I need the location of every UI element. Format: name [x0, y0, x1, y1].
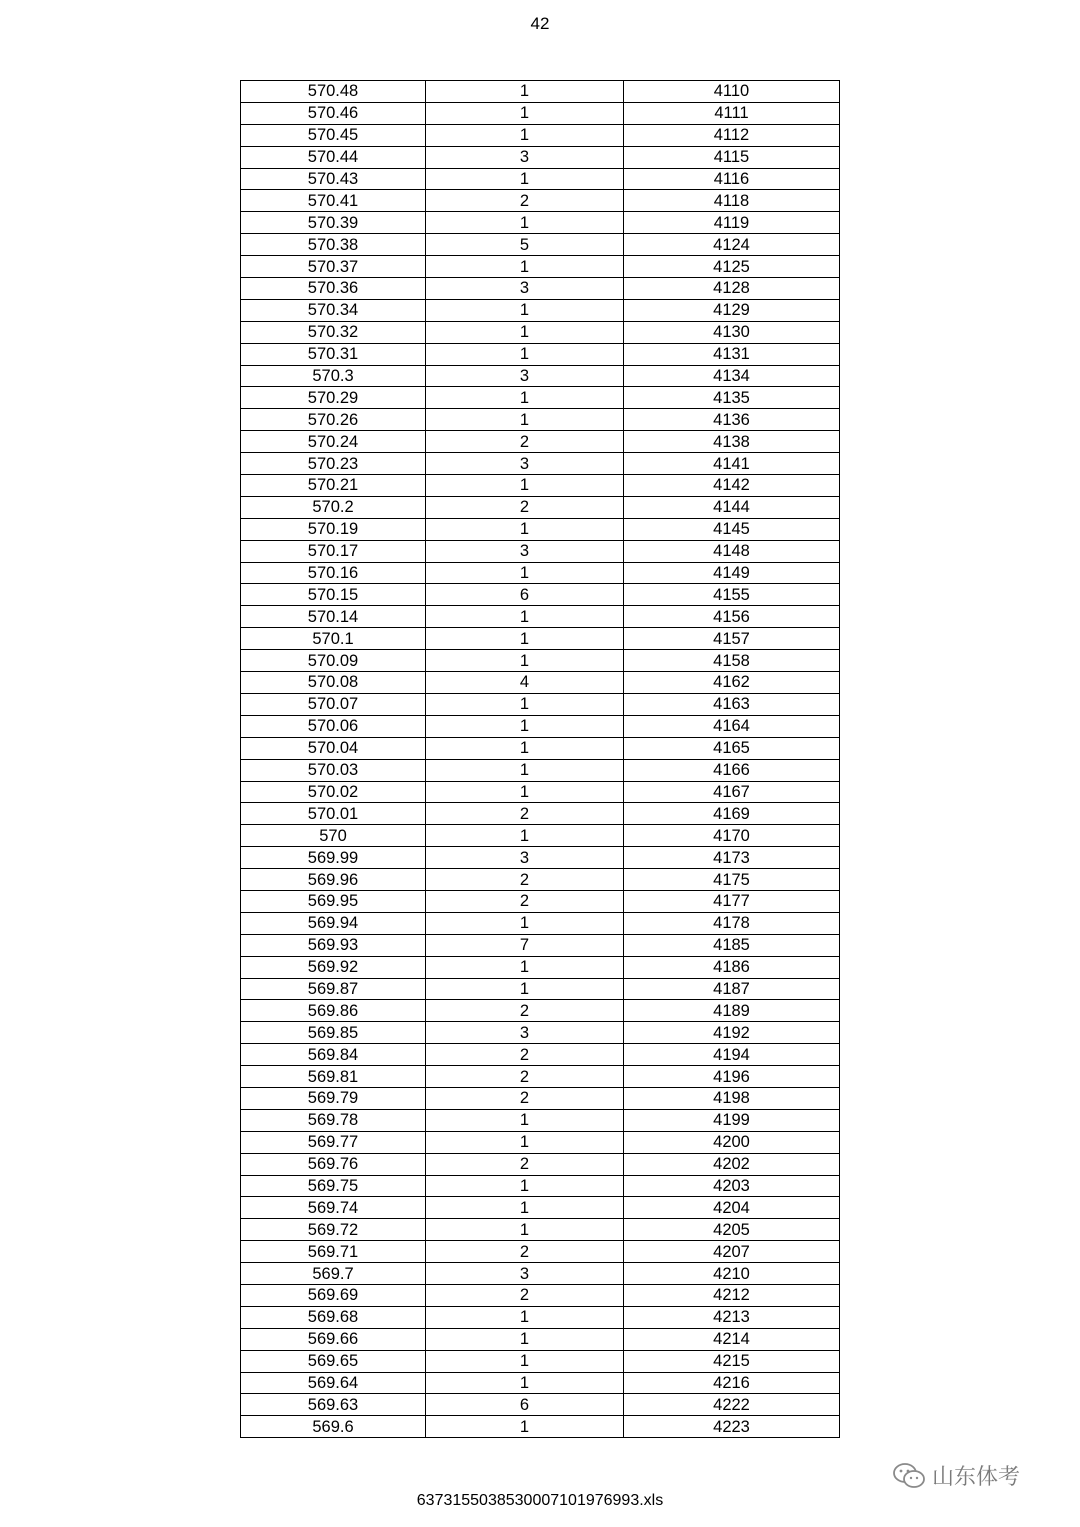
cumulative-cell: 4215	[624, 1350, 840, 1372]
score-cell: 570.14	[241, 606, 426, 628]
table-row	[241, 496, 840, 518]
table-row	[241, 759, 840, 781]
table-row	[241, 1044, 840, 1066]
count-cell: 1	[426, 1328, 624, 1350]
cumulative-cell: 4214	[624, 1328, 840, 1350]
cumulative-cell: 4157	[624, 628, 840, 650]
score-cell: 569.87	[241, 978, 426, 1000]
score-cell: 570.41	[241, 190, 426, 212]
table-row	[241, 606, 840, 628]
count-cell: 5	[426, 234, 624, 256]
table-row	[241, 1197, 840, 1219]
cumulative-cell: 4169	[624, 803, 840, 825]
cumulative-cell: 4129	[624, 299, 840, 321]
score-cell: 569.7	[241, 1263, 426, 1285]
score-cell: 570.29	[241, 387, 426, 409]
count-cell: 1	[426, 956, 624, 978]
table-row	[241, 81, 840, 103]
table-row	[241, 1219, 840, 1241]
count-cell: 1	[426, 759, 624, 781]
table-row	[241, 1416, 840, 1438]
score-cell: 569.74	[241, 1197, 426, 1219]
table-row	[241, 212, 840, 234]
table-row	[241, 1350, 840, 1372]
table-row	[241, 934, 840, 956]
table-row	[241, 737, 840, 759]
score-cell: 570.38	[241, 234, 426, 256]
count-cell: 1	[426, 628, 624, 650]
count-cell: 4	[426, 672, 624, 694]
table-row	[241, 869, 840, 891]
score-cell: 570.02	[241, 781, 426, 803]
cumulative-cell: 4173	[624, 847, 840, 869]
score-cell: 570.04	[241, 737, 426, 759]
count-cell: 1	[426, 912, 624, 934]
table-row	[241, 584, 840, 606]
table-row	[241, 124, 840, 146]
table-row	[241, 256, 840, 278]
table-row	[241, 102, 840, 124]
table-row	[241, 890, 840, 912]
score-cell: 569.63	[241, 1394, 426, 1416]
cumulative-cell: 4119	[624, 212, 840, 234]
cumulative-cell: 4189	[624, 1000, 840, 1022]
count-cell: 1	[426, 343, 624, 365]
count-cell: 2	[426, 1241, 624, 1263]
table-row	[241, 693, 840, 715]
count-cell: 1	[426, 1416, 624, 1438]
score-cell: 570.21	[241, 475, 426, 497]
count-cell: 1	[426, 124, 624, 146]
table-row	[241, 1328, 840, 1350]
table-row	[241, 190, 840, 212]
table-row	[241, 803, 840, 825]
count-cell: 1	[426, 606, 624, 628]
count-cell: 1	[426, 1219, 624, 1241]
cumulative-cell: 4198	[624, 1087, 840, 1109]
table-row	[241, 278, 840, 300]
cumulative-cell: 4167	[624, 781, 840, 803]
count-cell: 2	[426, 1044, 624, 1066]
count-cell: 1	[426, 409, 624, 431]
table-row	[241, 825, 840, 847]
cumulative-cell: 4187	[624, 978, 840, 1000]
count-cell: 3	[426, 540, 624, 562]
score-cell: 569.79	[241, 1087, 426, 1109]
score-cell: 570.08	[241, 672, 426, 694]
watermark	[892, 1460, 1020, 1491]
cumulative-cell: 4175	[624, 869, 840, 891]
cumulative-cell: 4200	[624, 1131, 840, 1153]
cumulative-cell: 4131	[624, 343, 840, 365]
cumulative-cell: 4170	[624, 825, 840, 847]
count-cell: 1	[426, 1109, 624, 1131]
cumulative-cell: 4110	[624, 81, 840, 103]
cumulative-cell: 4118	[624, 190, 840, 212]
score-cell: 569.93	[241, 934, 426, 956]
cumulative-cell: 4135	[624, 387, 840, 409]
table-row	[241, 409, 840, 431]
score-cell: 569.95	[241, 890, 426, 912]
table-row	[241, 1306, 840, 1328]
count-cell: 7	[426, 934, 624, 956]
count-cell: 1	[426, 102, 624, 124]
score-cell: 570.2	[241, 496, 426, 518]
count-cell: 1	[426, 299, 624, 321]
table-row	[241, 321, 840, 343]
score-cell: 570.43	[241, 168, 426, 190]
table-row	[241, 628, 840, 650]
score-cell: 570.03	[241, 759, 426, 781]
score-cell: 570.45	[241, 124, 426, 146]
count-cell: 1	[426, 475, 624, 497]
cumulative-cell: 4112	[624, 124, 840, 146]
count-cell: 3	[426, 847, 624, 869]
count-cell: 1	[426, 825, 624, 847]
cumulative-cell: 4165	[624, 737, 840, 759]
table-row	[241, 715, 840, 737]
cumulative-cell: 4207	[624, 1241, 840, 1263]
cumulative-cell: 4144	[624, 496, 840, 518]
cumulative-cell: 4142	[624, 475, 840, 497]
score-cell: 570.01	[241, 803, 426, 825]
score-cell: 569.6	[241, 1416, 426, 1438]
page-number: 42	[530, 14, 550, 33]
cumulative-cell: 4203	[624, 1175, 840, 1197]
count-cell: 1	[426, 1197, 624, 1219]
cumulative-cell: 4141	[624, 453, 840, 475]
table-row	[241, 1394, 840, 1416]
score-cell: 570.3	[241, 365, 426, 387]
count-cell: 1	[426, 1306, 624, 1328]
table-row	[241, 781, 840, 803]
count-cell: 2	[426, 1284, 624, 1306]
score-cell: 570.16	[241, 562, 426, 584]
cumulative-cell: 4205	[624, 1219, 840, 1241]
cumulative-cell: 4222	[624, 1394, 840, 1416]
cumulative-cell: 4149	[624, 562, 840, 584]
count-cell: 1	[426, 562, 624, 584]
count-cell: 1	[426, 81, 624, 103]
score-cell: 569.69	[241, 1284, 426, 1306]
table-row	[241, 453, 840, 475]
count-cell: 1	[426, 1350, 624, 1372]
score-cell: 570.19	[241, 518, 426, 540]
table-row	[241, 650, 840, 672]
score-cell: 569.64	[241, 1372, 426, 1394]
cumulative-cell: 4166	[624, 759, 840, 781]
cumulative-cell: 4158	[624, 650, 840, 672]
cumulative-cell: 4164	[624, 715, 840, 737]
score-cell: 569.85	[241, 1022, 426, 1044]
cumulative-cell: 4212	[624, 1284, 840, 1306]
count-cell: 2	[426, 190, 624, 212]
score-cell: 569.96	[241, 869, 426, 891]
score-cell: 569.94	[241, 912, 426, 934]
cumulative-cell: 4202	[624, 1153, 840, 1175]
table-row	[241, 343, 840, 365]
count-cell: 1	[426, 1131, 624, 1153]
score-cell: 569.72	[241, 1219, 426, 1241]
table-body	[241, 81, 840, 1438]
table-row	[241, 1284, 840, 1306]
count-cell: 1	[426, 387, 624, 409]
table-row	[241, 1022, 840, 1044]
cumulative-cell: 4162	[624, 672, 840, 694]
cumulative-cell: 4216	[624, 1372, 840, 1394]
cumulative-cell: 4199	[624, 1109, 840, 1131]
score-cell: 569.71	[241, 1241, 426, 1263]
score-cell: 569.86	[241, 1000, 426, 1022]
table-row	[241, 234, 840, 256]
score-cell: 570.44	[241, 146, 426, 168]
count-cell: 1	[426, 693, 624, 715]
table-row	[241, 672, 840, 694]
table-row	[241, 299, 840, 321]
cumulative-cell: 4155	[624, 584, 840, 606]
count-cell: 1	[426, 1372, 624, 1394]
watermark-text: 山东体考	[932, 1465, 1021, 1490]
cumulative-cell: 4194	[624, 1044, 840, 1066]
count-cell: 3	[426, 146, 624, 168]
count-cell: 1	[426, 212, 624, 234]
count-cell: 2	[426, 869, 624, 891]
table-row	[241, 847, 840, 869]
count-cell: 3	[426, 1263, 624, 1285]
score-cell: 570.23	[241, 453, 426, 475]
table-row	[241, 978, 840, 1000]
count-cell: 2	[426, 431, 624, 453]
score-cell: 570	[241, 825, 426, 847]
count-cell: 1	[426, 737, 624, 759]
score-cell: 570.1	[241, 628, 426, 650]
score-cell: 569.65	[241, 1350, 426, 1372]
count-cell: 2	[426, 803, 624, 825]
table-row	[241, 1087, 840, 1109]
count-cell: 2	[426, 1153, 624, 1175]
table-row	[241, 1263, 840, 1285]
score-cell: 570.37	[241, 256, 426, 278]
count-cell: 2	[426, 496, 624, 518]
score-cell: 569.68	[241, 1306, 426, 1328]
score-cell: 570.46	[241, 102, 426, 124]
cumulative-cell: 4196	[624, 1066, 840, 1088]
cumulative-cell: 4128	[624, 278, 840, 300]
table-row	[241, 168, 840, 190]
count-cell: 1	[426, 518, 624, 540]
count-cell: 2	[426, 1087, 624, 1109]
score-cell: 569.77	[241, 1131, 426, 1153]
count-cell: 1	[426, 256, 624, 278]
wechat-icon	[892, 1462, 926, 1490]
score-cell: 569.76	[241, 1153, 426, 1175]
score-cell: 570.06	[241, 715, 426, 737]
cumulative-cell: 4145	[624, 518, 840, 540]
count-cell: 1	[426, 321, 624, 343]
score-cell: 569.84	[241, 1044, 426, 1066]
count-cell: 2	[426, 1000, 624, 1022]
score-cell: 570.26	[241, 409, 426, 431]
score-cell: 569.75	[241, 1175, 426, 1197]
cumulative-cell: 4185	[624, 934, 840, 956]
score-cell: 570.17	[241, 540, 426, 562]
cumulative-cell: 4115	[624, 146, 840, 168]
cumulative-cell: 4138	[624, 431, 840, 453]
cumulative-cell: 4178	[624, 912, 840, 934]
table-row	[241, 1241, 840, 1263]
count-cell: 3	[426, 278, 624, 300]
table-row	[241, 1153, 840, 1175]
table-row	[241, 540, 840, 562]
count-cell: 1	[426, 650, 624, 672]
table-row	[241, 1372, 840, 1394]
table-row	[241, 562, 840, 584]
table-row	[241, 1066, 840, 1088]
table-row	[241, 518, 840, 540]
table-row	[241, 956, 840, 978]
count-cell: 6	[426, 1394, 624, 1416]
table-row	[241, 431, 840, 453]
file-name: 6373155038530007101976993.xls	[416, 1492, 664, 1509]
cumulative-cell: 4148	[624, 540, 840, 562]
count-cell: 1	[426, 781, 624, 803]
score-cell: 569.81	[241, 1066, 426, 1088]
score-cell: 569.66	[241, 1328, 426, 1350]
score-cell: 570.48	[241, 81, 426, 103]
count-cell: 3	[426, 1022, 624, 1044]
score-cell: 570.07	[241, 693, 426, 715]
cumulative-cell: 4111	[624, 102, 840, 124]
cumulative-cell: 4186	[624, 956, 840, 978]
cumulative-cell: 4204	[624, 1197, 840, 1219]
score-cell: 570.34	[241, 299, 426, 321]
count-cell: 1	[426, 715, 624, 737]
table-row	[241, 475, 840, 497]
cumulative-cell: 4116	[624, 168, 840, 190]
cumulative-cell: 4124	[624, 234, 840, 256]
score-cell: 570.24	[241, 431, 426, 453]
count-cell: 6	[426, 584, 624, 606]
count-cell: 1	[426, 168, 624, 190]
score-cell: 569.92	[241, 956, 426, 978]
cumulative-cell: 4223	[624, 1416, 840, 1438]
cumulative-cell: 4125	[624, 256, 840, 278]
cumulative-cell: 4134	[624, 365, 840, 387]
table-row	[241, 1109, 840, 1131]
score-cell: 570.15	[241, 584, 426, 606]
cumulative-cell: 4177	[624, 890, 840, 912]
score-cell: 570.39	[241, 212, 426, 234]
table-row	[241, 1131, 840, 1153]
cumulative-cell: 4210	[624, 1263, 840, 1285]
count-cell: 3	[426, 453, 624, 475]
table-row	[241, 146, 840, 168]
score-cell: 569.99	[241, 847, 426, 869]
score-cell: 569.78	[241, 1109, 426, 1131]
count-cell: 1	[426, 978, 624, 1000]
cumulative-cell: 4130	[624, 321, 840, 343]
table-row	[241, 1175, 840, 1197]
cumulative-cell: 4156	[624, 606, 840, 628]
count-cell: 2	[426, 890, 624, 912]
score-table	[240, 80, 840, 1438]
count-cell: 3	[426, 365, 624, 387]
score-cell: 570.32	[241, 321, 426, 343]
table-row	[241, 1000, 840, 1022]
score-cell: 570.36	[241, 278, 426, 300]
table-row	[241, 387, 840, 409]
count-cell: 2	[426, 1066, 624, 1088]
score-cell: 570.31	[241, 343, 426, 365]
cumulative-cell: 4136	[624, 409, 840, 431]
table-row	[241, 365, 840, 387]
table-row	[241, 912, 840, 934]
count-cell: 1	[426, 1175, 624, 1197]
cumulative-cell: 4213	[624, 1306, 840, 1328]
score-cell: 570.09	[241, 650, 426, 672]
cumulative-cell: 4192	[624, 1022, 840, 1044]
cumulative-cell: 4163	[624, 693, 840, 715]
